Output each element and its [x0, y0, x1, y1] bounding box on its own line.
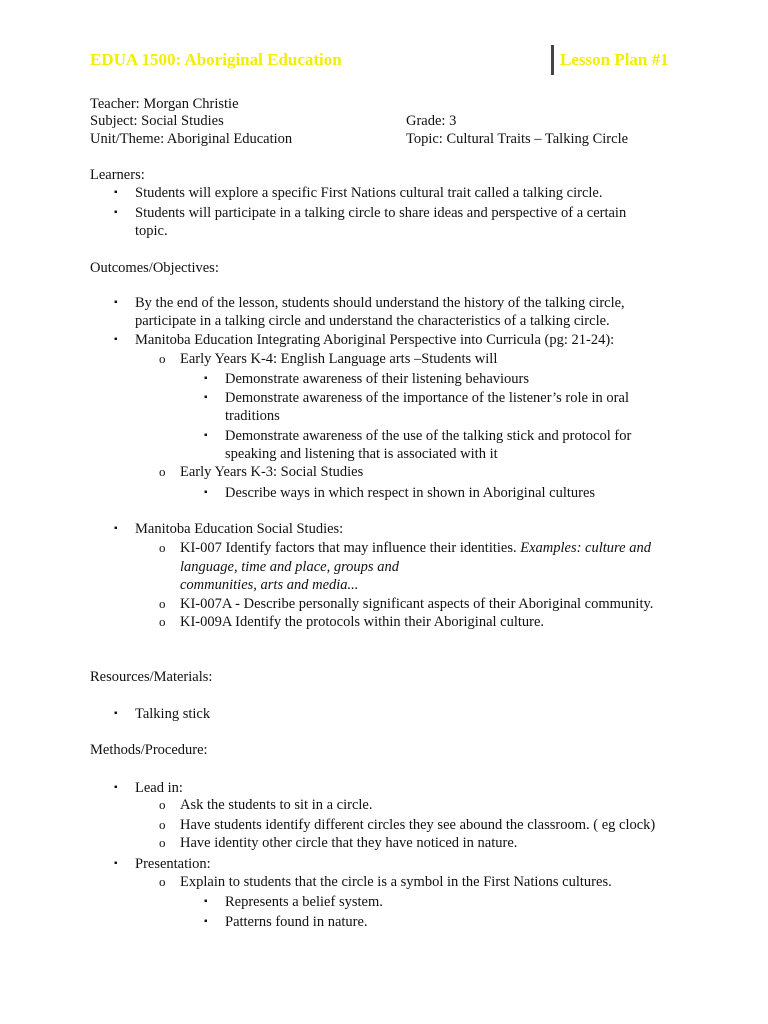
circle-bullet: o [159, 817, 166, 832]
unit-line: Unit/Theme: Aboriginal Education [90, 131, 293, 147]
subject-line: Subject: Social Studies [90, 113, 224, 129]
square-bullet: ▪ [114, 782, 118, 793]
square-bullet: ▪ [114, 187, 118, 198]
outcomes-heading: Outcomes/Objectives: [90, 260, 219, 276]
header-divider [551, 45, 554, 75]
square-bullet: ▪ [204, 916, 208, 927]
list-item: Lead in: [135, 780, 183, 796]
list-item: Talking stick [135, 706, 211, 722]
square-bullet: ▪ [114, 858, 118, 869]
course-title: EDUA 1500: Aboriginal Education [90, 50, 342, 69]
list-item: Students will explore a specific First Nations cultural trait called a talking circle. [135, 185, 603, 201]
list-item: Manitoba Education Social Studies: [135, 521, 344, 537]
list-item-continuation: language, time and place, groups and [180, 559, 399, 575]
sub-list-item: KI-009A Identify the protocols within their Aboriginal culture. [180, 614, 545, 630]
sub-sub-list-item: Demonstrate awareness of their listening behaviours [225, 371, 530, 387]
list-item-continuation: speaking and listening that is associated with it [225, 446, 498, 462]
sub-list-item: Explain to students that the circle is a symbol in the First Nations cultures. [180, 874, 612, 890]
circle-bullet: o [159, 464, 166, 479]
teacher-line: Teacher: Morgan Christie [90, 96, 239, 112]
sub-list-item: Early Years K-4: English Language arts –Students will [180, 351, 498, 367]
square-bullet: ▪ [204, 487, 208, 498]
list-item: Students will participate in a talking circle to share ideas and perspective of a certain [135, 205, 627, 221]
square-bullet: ▪ [204, 430, 208, 441]
square-bullet: ▪ [114, 334, 118, 345]
sub-list-item: Ask the students to sit in a circle. [180, 797, 373, 813]
sub-list-item: KI-007A - Describe personally significant aspects of their Aboriginal community. [180, 596, 654, 612]
list-item-continuation: participate in a talking circle and understand the characteristics of a talking circle. [135, 313, 610, 329]
circle-bullet: o [159, 797, 166, 812]
sub-list-item [180, 539, 651, 557]
circle-bullet: o [159, 351, 166, 366]
list-item: By the end of the lesson, students should understand the history of the talking circle, [135, 295, 625, 311]
square-bullet: ▪ [114, 523, 118, 534]
sub-sub-list-item: Patterns found in nature. [225, 914, 368, 930]
lesson-plan-title: Lesson Plan #1 [560, 50, 669, 69]
grade-line: Grade: 3 [406, 113, 457, 129]
methods-heading: Methods/Procedure: [90, 742, 208, 758]
ki-007-examples: Examples: culture and [520, 540, 651, 556]
learners-heading: Learners: [90, 167, 145, 183]
circle-bullet: o [159, 835, 166, 850]
list-item-continuation: topic. [135, 223, 168, 239]
sub-list-item: Have identity other circle that they have noticed in nature. [180, 835, 518, 851]
sub-sub-list-item: Represents a belief system. [225, 894, 383, 910]
list-item-continuation: communities, arts and media... [180, 577, 359, 593]
circle-bullet: o [159, 614, 166, 629]
list-item: Manitoba Education Integrating Aboriginal Perspective into Curricula (pg: 21-24): [135, 332, 615, 348]
square-bullet: ▪ [114, 207, 118, 218]
sub-list-item: Have students identify different circles they see abound the classroom. ( eg clock) [180, 817, 656, 833]
circle-bullet: o [159, 874, 166, 889]
square-bullet: ▪ [114, 297, 118, 308]
square-bullet: ▪ [114, 708, 118, 719]
circle-bullet: o [159, 596, 166, 611]
list-item-continuation: traditions [225, 408, 280, 424]
square-bullet: ▪ [204, 373, 208, 384]
circle-bullet: o [159, 540, 166, 555]
resources-heading: Resources/Materials: [90, 669, 213, 685]
list-item: Presentation: [135, 856, 211, 872]
square-bullet: ▪ [204, 896, 208, 907]
sub-sub-list-item: Demonstrate awareness of the use of the talking stick and protocol for [225, 428, 632, 444]
sub-list-item: Early Years K-3: Social Studies [180, 464, 364, 480]
square-bullet: ▪ [204, 392, 208, 403]
sub-sub-list-item: Demonstrate awareness of the importance of the listener’s role in oral [225, 390, 629, 406]
sub-sub-list-item: Describe ways in which respect in shown in Aboriginal cultures [225, 485, 596, 501]
ki-007-text: KI-007 Identify factors that may influence their identities. [180, 540, 517, 556]
topic-line: Topic: Cultural Traits – Talking Circle [406, 131, 629, 147]
